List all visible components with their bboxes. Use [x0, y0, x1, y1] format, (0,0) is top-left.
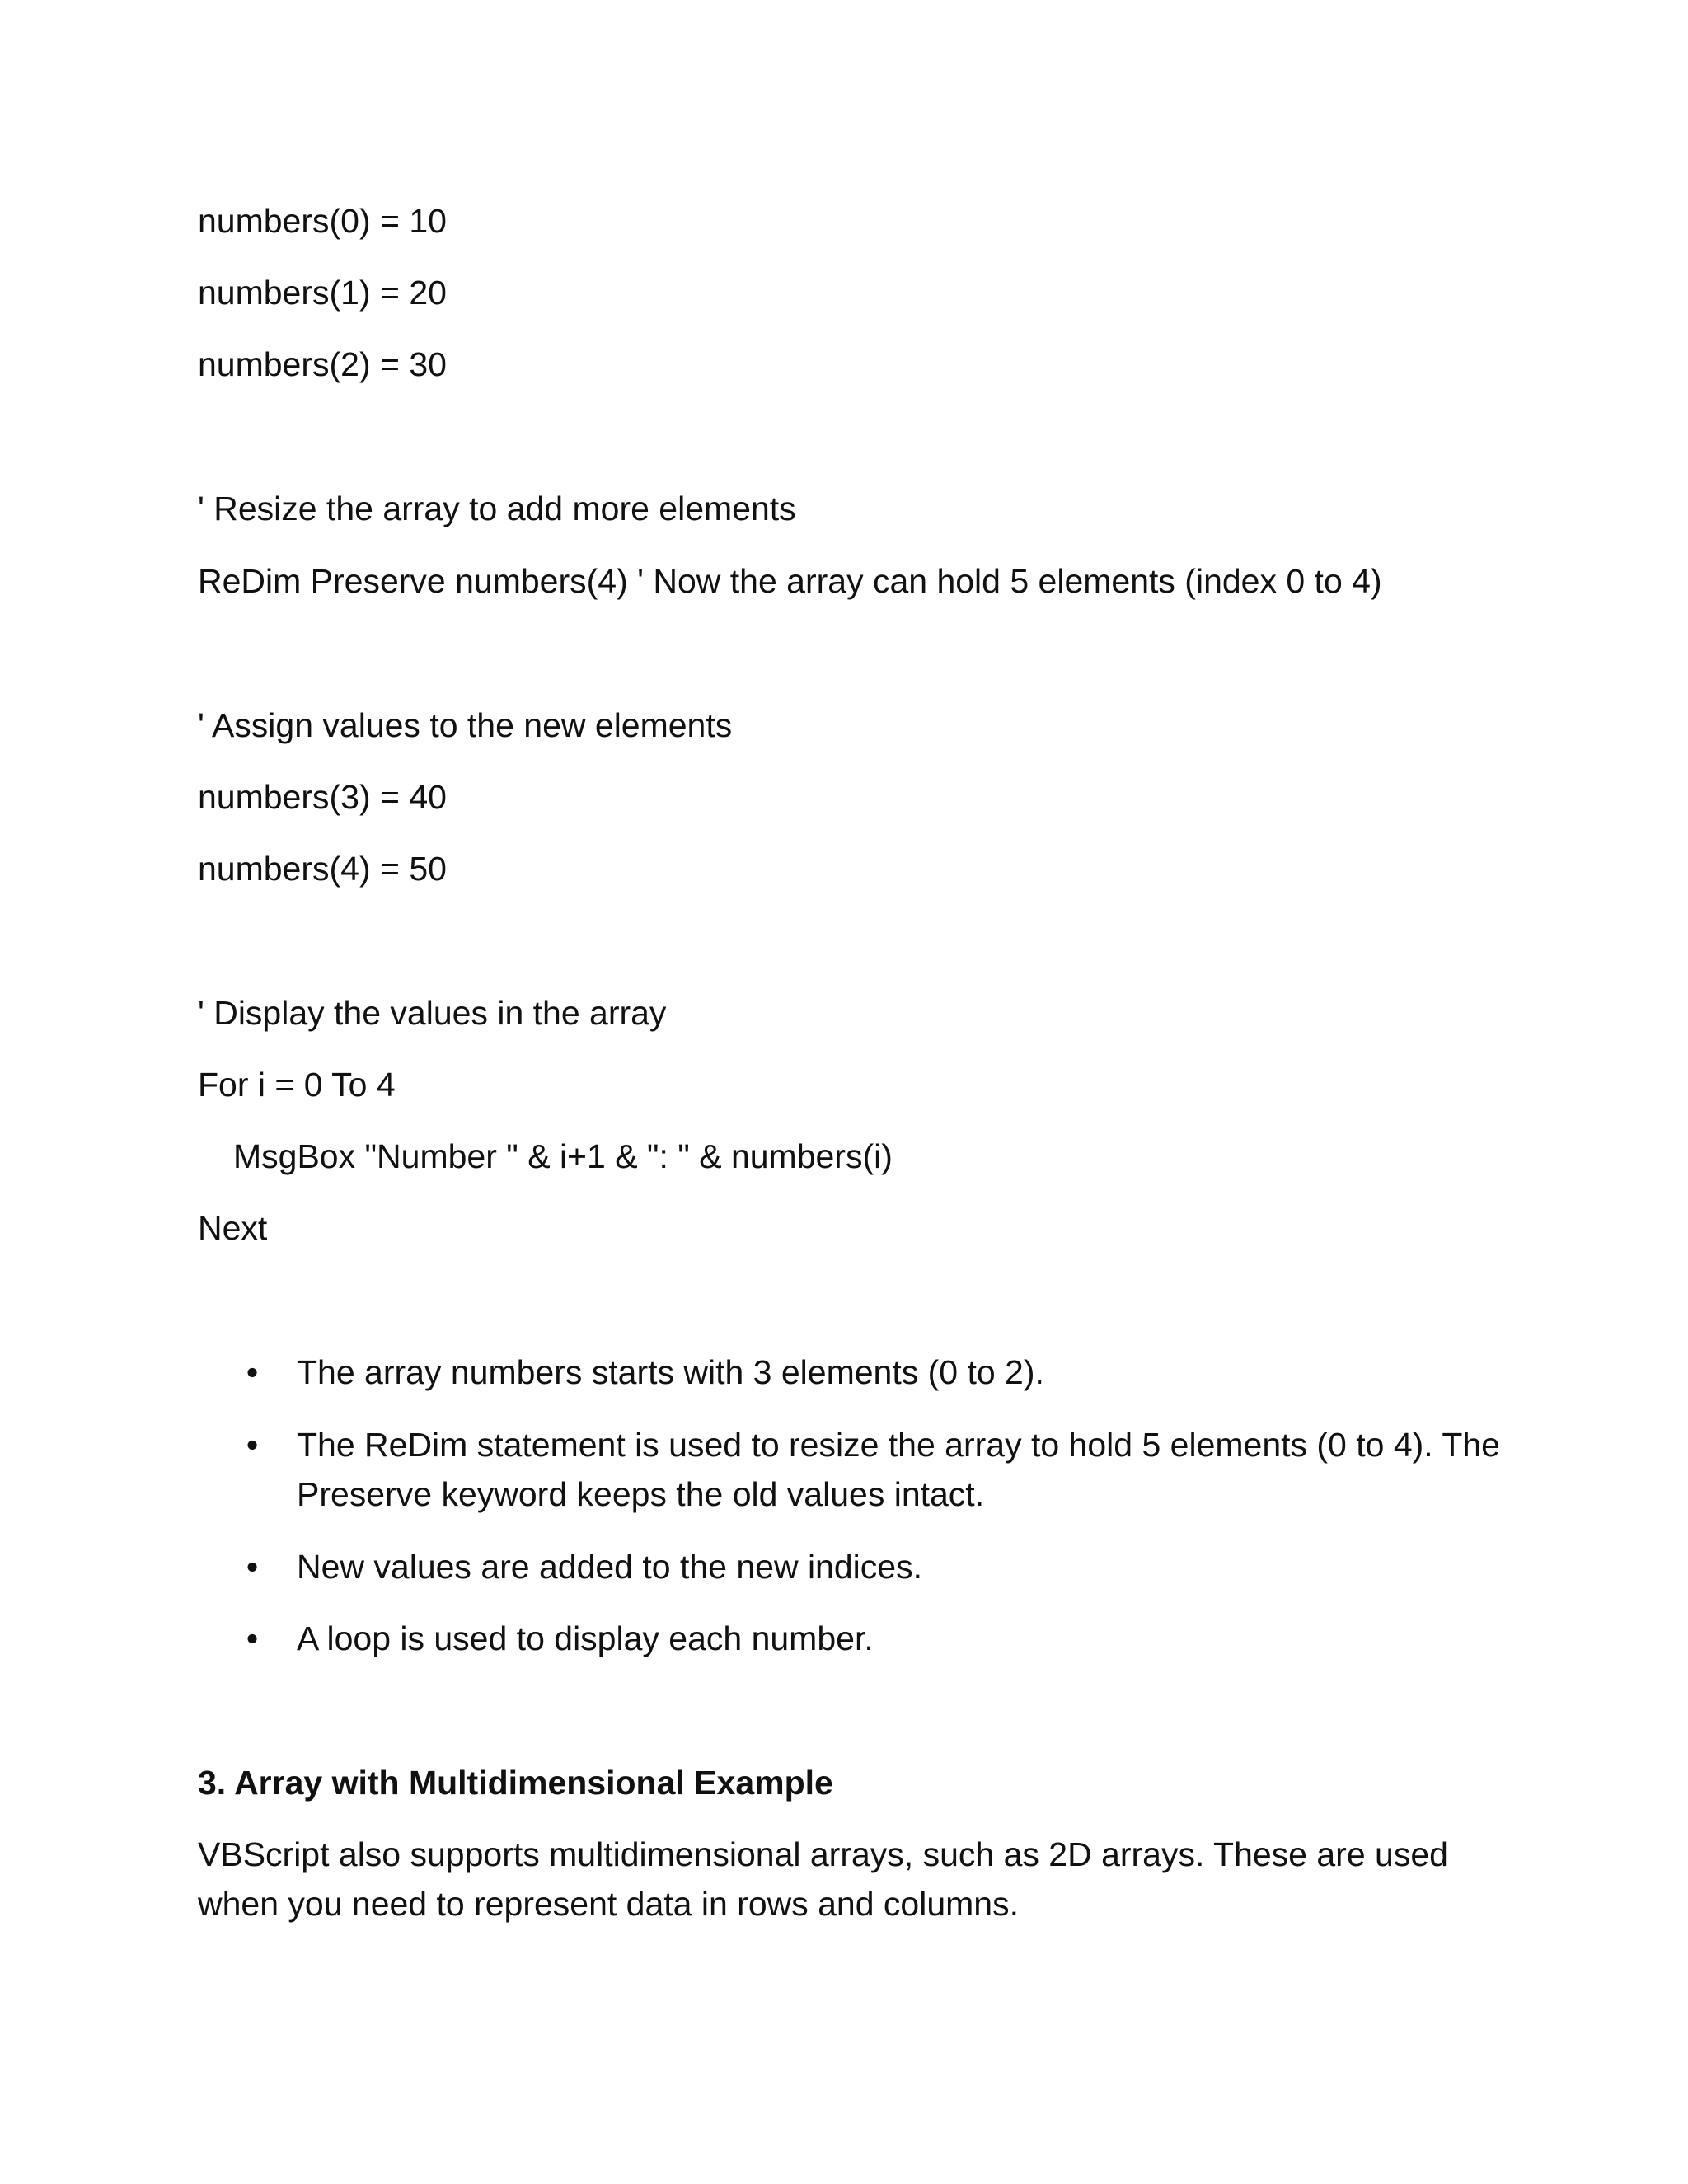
code-comment: ' Assign values to the new elements — [198, 706, 733, 744]
code-line: numbers(4) = 50 — [198, 850, 447, 888]
code-line: MsgBox "Number " & i+1 & ": " & numbers(i) — [233, 1137, 893, 1175]
list-item-text: The ReDim statement is used to resize the array to hold 5 elements (0 to 4). The Preserve keyword keeps the old values intact. — [297, 1426, 1500, 1513]
code-line: numbers(1) = 20 — [198, 274, 447, 312]
bullet-icon: • — [246, 1426, 259, 1464]
bullet-icon: • — [246, 1619, 259, 1657]
bullet-icon: • — [246, 1353, 259, 1391]
code-comment: ' Resize the array to add more elements — [198, 490, 796, 527]
code-line: numbers(3) = 40 — [198, 778, 447, 816]
list-item-text: New values are added to the new indices. — [297, 1548, 922, 1586]
code-line: Next — [198, 1209, 268, 1247]
code-line: numbers(0) = 10 — [198, 202, 447, 240]
bullet-icon: • — [246, 1548, 259, 1586]
code-comment: ' Display the values in the array — [198, 994, 667, 1032]
code-line: numbers(2) = 30 — [198, 345, 447, 383]
section-paragraph: VBScript also supports multidimensional arrays, such as 2D arrays. These are used when you need to represent data in rows and columns. — [198, 1835, 1448, 1923]
list-item-text: The array numbers starts with 3 elements (0 to 2). — [297, 1353, 1044, 1391]
section-heading: 3. Array with Multidimensional Example — [198, 1764, 833, 1802]
list-item-text: A loop is used to display each number. — [297, 1619, 874, 1657]
code-line: For i = 0 To 4 — [198, 1066, 396, 1104]
code-line: ReDim Preserve numbers(4) ' Now the array can hold 5 elements (index 0 to 4) — [198, 562, 1382, 600]
